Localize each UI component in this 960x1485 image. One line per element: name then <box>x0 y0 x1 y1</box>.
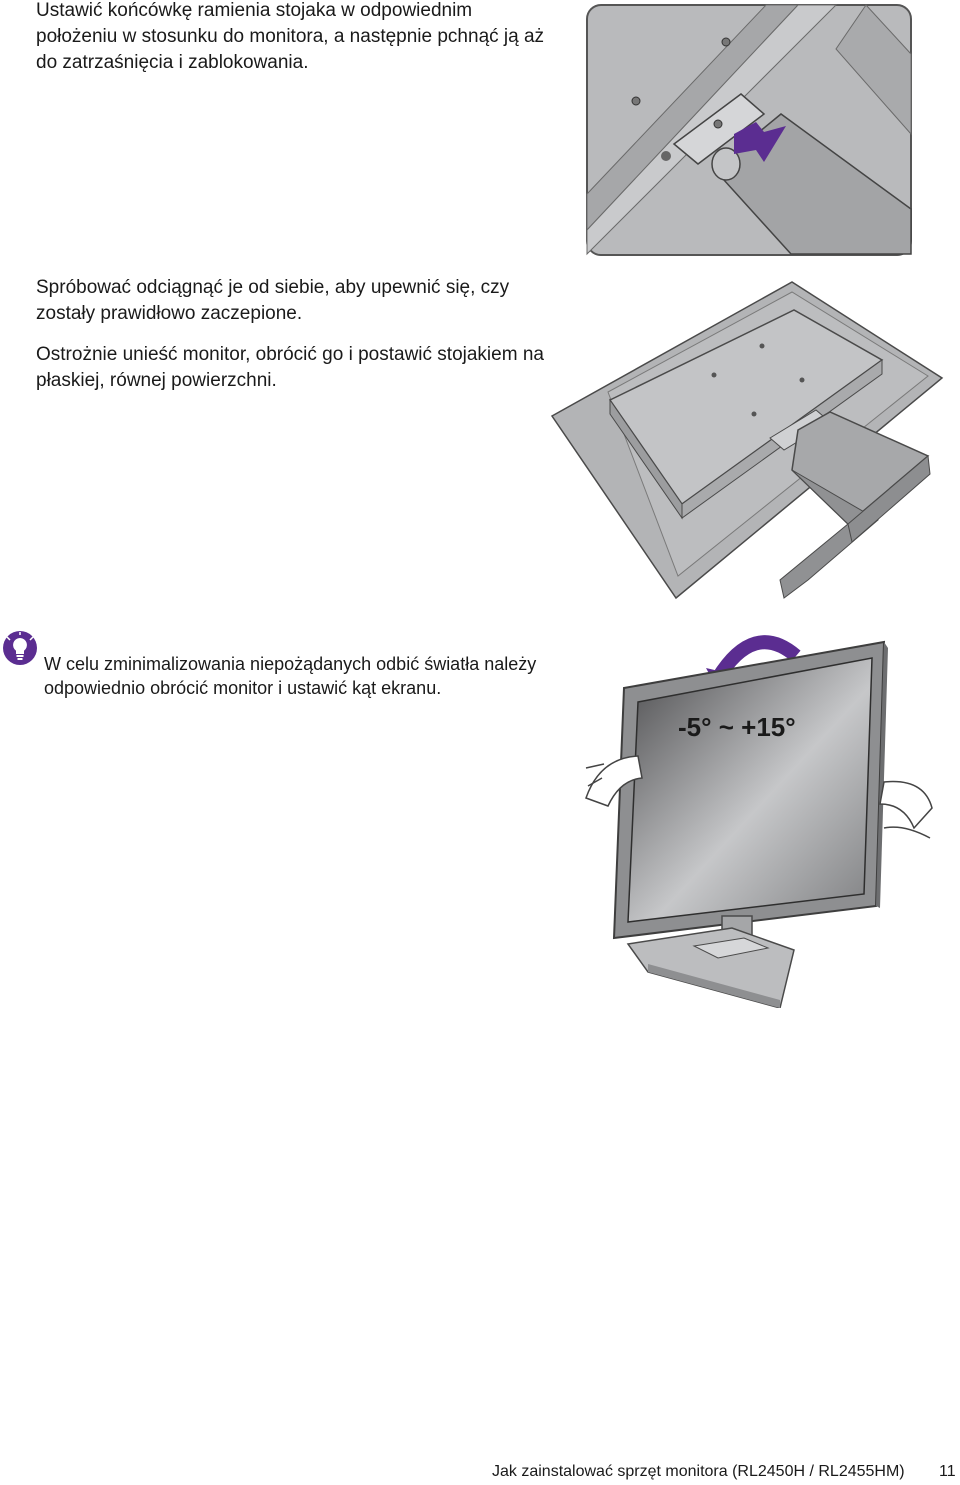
lightbulb-icon <box>2 630 38 666</box>
instruction-step-1: Ustawić końcówkę ramienia stojaka w odpowiednim położeniu w stosunku do monitora, a następnie pchnąć ją aż do zatrzaśnięcia i zablokowania. <box>36 0 545 73</box>
monitor-tilt-illustration <box>584 628 934 1008</box>
footer-title: Jak zainstalować sprzęt monitora (RL2450H / RL2455HM) <box>492 1463 905 1480</box>
page-number: 11 <box>939 1463 956 1480</box>
tilt-range-label: -5° ~ +15° <box>678 712 796 742</box>
instruction-step-2: Spróbować odciągnąć je od siebie, aby upewnić się, czy zostały prawidłowo zaczepione. <box>36 277 510 324</box>
tip-text: W celu zminimalizowania niepożądanych odbić światła należy odpowiednio obrócić monitor i ustawić kąt ekranu. <box>44 654 537 698</box>
stand-arm-attach-illustration <box>586 4 912 256</box>
instruction-step-3: Ostrożnie unieść monitor, obrócić go i postawić stojakiem na płaskiej, równej powierzchni. <box>36 344 544 391</box>
monitor-on-stand-illustration <box>548 280 944 604</box>
